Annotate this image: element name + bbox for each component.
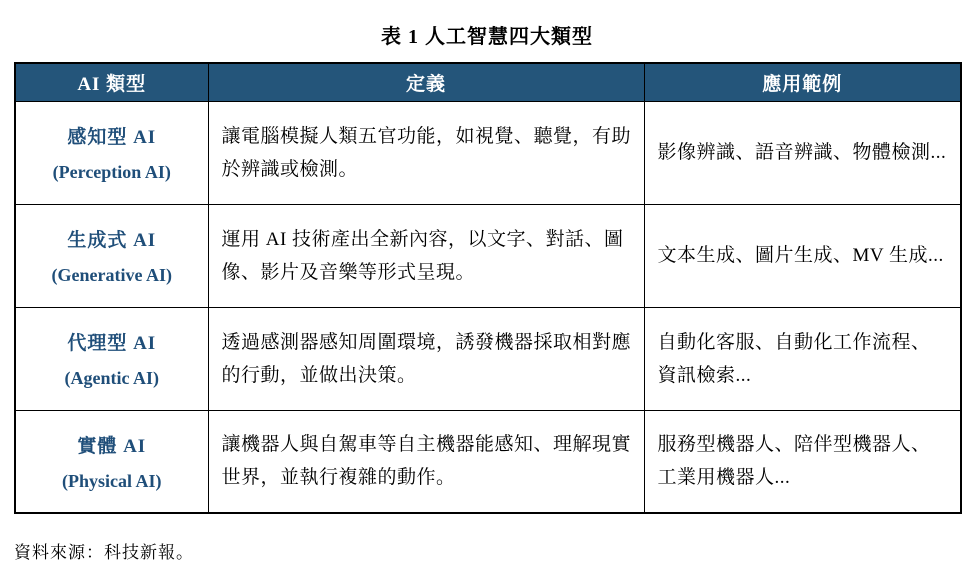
examples-cell: 影像辨識、語音辨識、物體檢測... bbox=[644, 101, 961, 204]
definition-cell: 透過感測器感知周圍環境，誘發機器採取相對應的行動，並做出決策。 bbox=[208, 307, 644, 410]
type-name-en: (Perception AI) bbox=[52, 162, 171, 182]
type-cell bbox=[15, 101, 208, 204]
definition-cell: 讓機器人與自駕車等自主機器能感知、理解現實世界，並執行複雜的動作。 bbox=[208, 410, 644, 513]
ai-types-table bbox=[14, 62, 962, 514]
type-name-en: (Generative AI) bbox=[51, 265, 172, 285]
table-row bbox=[15, 410, 961, 513]
definition-cell: 讓電腦模擬人類五官功能，如視覺、聽覺，有助於辨識或檢測。 bbox=[208, 101, 644, 204]
type-cell bbox=[15, 307, 208, 410]
header-row bbox=[15, 63, 961, 101]
definition-cell: 運用 AI 技術產出全新內容，以文字、對話、圖像、影片及音樂等形式呈現。 bbox=[208, 204, 644, 307]
header-cell-examples: 應用範例 bbox=[644, 63, 961, 101]
header-cell-ai-type: AI 類型 bbox=[15, 63, 208, 101]
type-name-zh: 實體 AI bbox=[77, 435, 147, 457]
table-row bbox=[15, 204, 961, 307]
examples-cell: 服務型機器人、陪伴型機器人、工業用機器人... bbox=[644, 410, 961, 513]
type-name-en: (Physical AI) bbox=[61, 470, 162, 491]
type-name-en: (Agentic AI) bbox=[64, 368, 159, 388]
examples-cell: 文本生成、圖片生成、MV 生成... bbox=[644, 204, 961, 307]
table-row bbox=[15, 307, 961, 410]
table-row bbox=[15, 101, 961, 204]
type-name-zh: 生成式 AI bbox=[67, 230, 157, 251]
source-note: 資料來源：科技新報。 bbox=[14, 543, 194, 562]
type-name-zh: 感知型 AI bbox=[67, 127, 157, 148]
header-cell-definition: 定義 bbox=[208, 63, 644, 101]
type-name-zh: 代理型 AI bbox=[67, 333, 157, 354]
type-cell bbox=[15, 204, 208, 307]
table-title: 表 1 人工智慧四大類型 bbox=[381, 26, 593, 48]
type-cell bbox=[15, 410, 208, 513]
examples-cell: 自動化客服、自動化工作流程、資訊檢索... bbox=[644, 307, 961, 410]
